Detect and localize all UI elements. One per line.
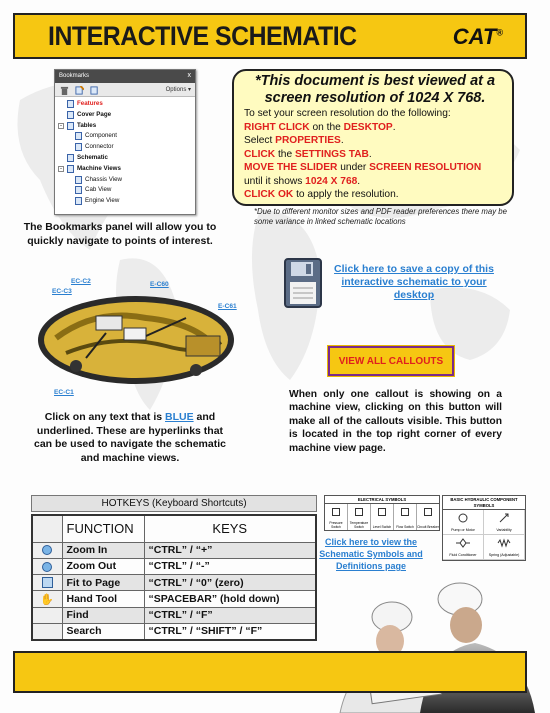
header-banner — [13, 13, 527, 59]
bookmark-item-connector[interactable]: Connector — [55, 142, 195, 153]
resolution-callout — [232, 69, 514, 206]
bookmarks-list — [55, 97, 195, 207]
collapse-icon[interactable]: - — [60, 165, 62, 172]
close-icon[interactable]: x — [187, 72, 191, 79]
trash-icon[interactable] — [60, 86, 69, 95]
electrical-symbols-title: ELECTRICAL SYMBOLS — [325, 496, 439, 504]
instruction-line: MOVE THE SLIDER under SCREEN RESOLUTION — [244, 162, 482, 173]
table-row: ✋ Hand Tool “SPACEBAR” (hold down) — [32, 591, 316, 607]
table-row: Zoom Out “CTRL” / “-” — [32, 558, 316, 574]
symbol-cell: Pump or Motor — [443, 510, 484, 535]
bookmark-item-features[interactable]: Features — [55, 99, 195, 110]
hyperlink-caption: Click on any text that is BLUE and underlined. These are hyperlinks that can be used to navigate the schematic and machine views. — [34, 411, 226, 464]
bookmark-icon — [67, 154, 74, 162]
page-title: INTERACTIVE SCHEMATIC — [48, 21, 357, 51]
bookmark-icon — [75, 197, 82, 205]
bookmark-icon — [67, 111, 74, 119]
resolution-heading: *This document is best viewed at a screen resolution of 1024 X 768. — [254, 73, 496, 106]
bookmark-item-chassis-view[interactable]: Chassis View — [55, 175, 195, 186]
view-all-callouts-label: VIEW ALL CALLOUTS — [338, 355, 444, 367]
bookmark-menu-icon[interactable] — [90, 86, 99, 95]
collapse-icon[interactable]: - — [60, 122, 62, 129]
callout-link-e-c60[interactable]: E-C60 — [150, 281, 169, 288]
symbol-cell: Spring (Adjustable) — [484, 535, 525, 560]
instruction-line: CLICK OK to apply the resolution. — [244, 189, 399, 200]
bookmarks-titlebar — [55, 70, 195, 83]
bookmark-icon — [75, 186, 82, 194]
variability-icon — [499, 513, 509, 523]
hotkeys-table — [31, 514, 317, 641]
bookmark-item-machine-views[interactable]: - Machine Views — [60, 164, 121, 172]
callout-link-ec-c2[interactable]: EC-C2 — [71, 278, 91, 285]
header-icon-cell — [32, 515, 62, 542]
bookmark-icon — [75, 176, 82, 184]
bookmark-icon — [75, 132, 82, 140]
bookmark-item-schematic[interactable]: Schematic — [55, 153, 195, 164]
resolution-note: *Due to different monitor sizes and PDF reader preferences there may be some variance in linked schematic locations — [254, 207, 507, 226]
electrical-symbols-thumbnail[interactable] — [324, 495, 440, 531]
schematic-symbols-link[interactable]: Click here to view the Schematic Symbols and Definitions page — [319, 537, 423, 571]
symbol-cell: Level Switch — [371, 504, 394, 530]
blue-link-example: BLUE — [165, 411, 194, 423]
bookmark-icon — [67, 100, 74, 108]
hydraulic-symbols-title: BASIC HYDRAULIC COMPONENT SYMBOLS — [443, 496, 525, 510]
symbol-cell: Flow Switch — [394, 504, 417, 530]
symbol-cell: Pressure Switch — [325, 504, 348, 530]
resolution-instructions — [244, 107, 481, 202]
instruction-line: Select PROPERTIES. — [244, 135, 344, 146]
callout-link-ec-c3[interactable]: EC-C3 — [52, 288, 72, 295]
hotkeys-title: HOTKEYS (Keyboard Shortcuts) — [31, 495, 317, 512]
table-row: Zoom In “CTRL” / “+” — [32, 542, 316, 558]
spring-icon — [497, 538, 511, 548]
column-header-function: FUNCTION — [62, 515, 144, 542]
symbol-cell: Temperature Switch — [348, 504, 371, 530]
table-row: Search “CTRL” / “SHIFT” / “F” — [32, 623, 316, 639]
bookmark-icon — [67, 165, 74, 173]
table-row: Fit to Page “CTRL” / “0” (zero) — [32, 575, 316, 591]
floppy-disk-icon[interactable] — [284, 258, 322, 308]
symbol-cell: Variability — [484, 510, 525, 535]
instruction-line: CLICK the SETTINGS TAB. — [244, 148, 372, 160]
bookmark-icon — [75, 143, 82, 151]
table-header-row — [32, 515, 316, 542]
instruction-line: until it shows 1024 X 768. — [244, 175, 361, 187]
symbol-cell: Circuit Breaker — [417, 504, 439, 530]
fluid-conditioner-icon — [456, 538, 470, 548]
bookmarks-toolbar — [55, 83, 195, 97]
callouts-description: When only one callout is showing on a machine view, clicking on this button will make all of the callouts visible. This button is located in the top right corner of every machine view page. — [289, 389, 502, 454]
view-all-callouts-button[interactable] — [328, 346, 454, 376]
fit-page-icon — [42, 577, 53, 588]
save-copy-link[interactable]: Click here to save a copy of this interactive schematic to your desktop — [334, 263, 494, 301]
footer-banner — [13, 651, 527, 693]
instruction-line: RIGHT CLICK on the DESKTOP. — [244, 121, 396, 133]
options-menu[interactable]: Options ▾ — [165, 87, 191, 93]
new-bookmark-icon[interactable] — [75, 86, 84, 95]
zoom-out-icon — [42, 562, 52, 572]
bookmark-item-cab-view[interactable]: Cab View — [55, 185, 195, 196]
hydraulic-symbols-thumbnail[interactable] — [442, 495, 526, 561]
zoom-in-icon — [42, 545, 52, 555]
callout-link-e-c61[interactable]: E-C61 — [218, 303, 237, 310]
bookmarks-title: Bookmarks — [59, 73, 90, 79]
bookmarks-panel — [54, 69, 196, 215]
table-row: Find “CTRL” / “F” — [32, 607, 316, 623]
bookmarks-caption: The Bookmarks panel will allow you to quickly navigate to points of interest. — [23, 221, 217, 247]
hand-icon: ✋ — [40, 593, 55, 606]
bookmark-item-component[interactable]: Component — [55, 131, 195, 142]
callout-link-ec-c1[interactable]: EC-C1 — [54, 389, 74, 396]
bookmark-item-cover-page[interactable]: Cover Page — [55, 110, 195, 121]
bookmark-icon — [67, 122, 74, 130]
column-header-keys: KEYS — [144, 515, 316, 542]
symbol-cell: Fluid Conditioner — [443, 535, 484, 560]
instruction-line: To set your screen resolution do the following: — [244, 108, 451, 119]
pump-icon — [458, 513, 468, 523]
cat-logo: CAT® — [452, 24, 503, 49]
bookmark-item-tables[interactable]: - Tables — [60, 121, 97, 129]
bookmark-item-engine-view[interactable]: Engine View — [55, 196, 195, 207]
